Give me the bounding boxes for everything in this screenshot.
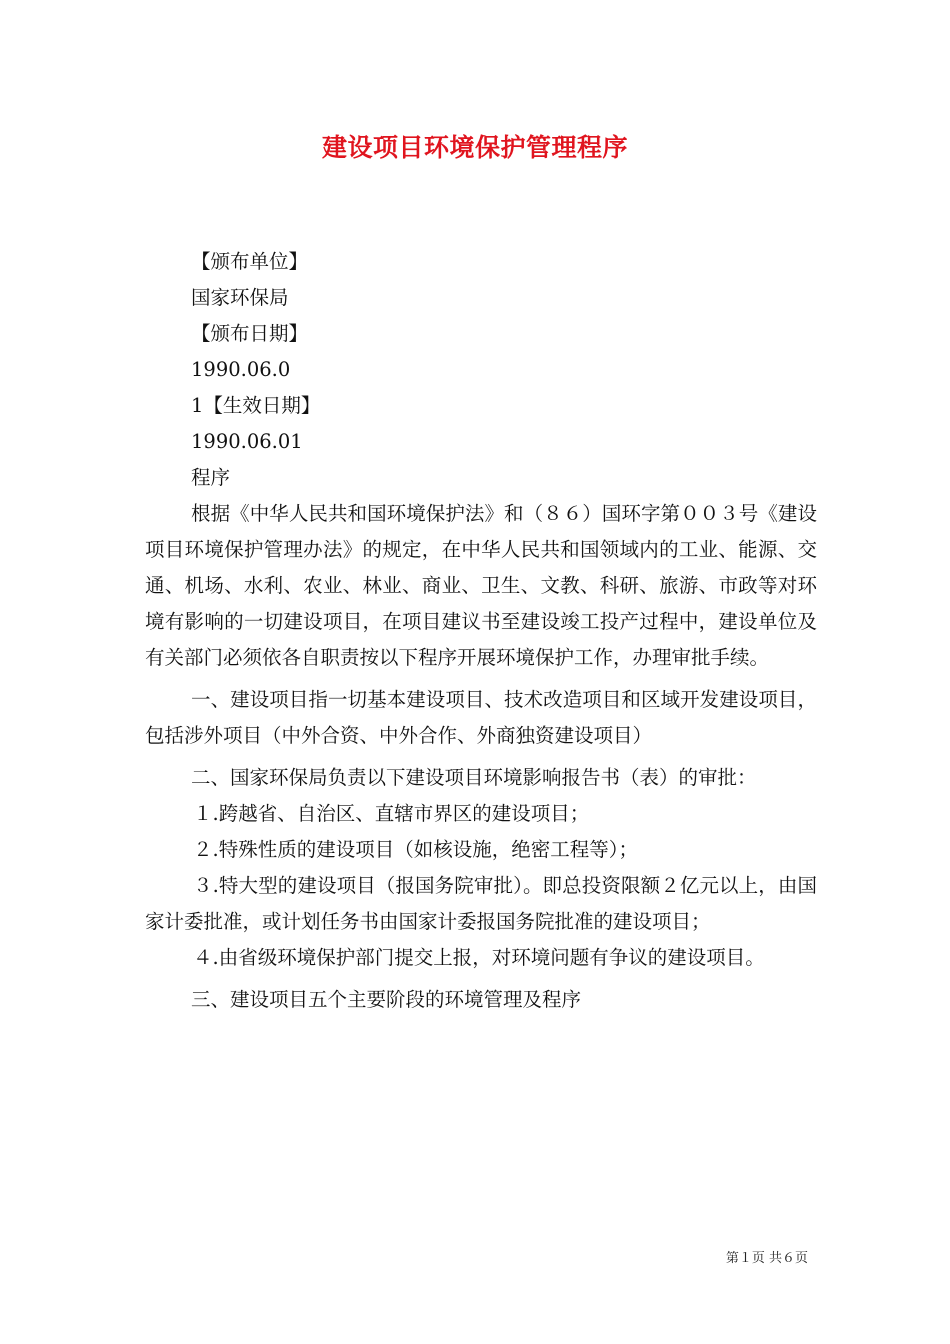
section-one-paragraph: 一、建设项目指一切基本建设项目、技术改造项目和区域开发建设项目，包括涉外项目（中外合资、中外合作、外商独资建设项目）	[145, 688, 817, 747]
meta-line: 国家环保局	[191, 286, 289, 309]
intro-paragraph: 根据《中华人民共和国环境保护法》和（８６）国环字第００３号《建设项目环境保护管理办法》的规定，在中华人民共和国领域内的工业、能源、交通、机场、水利、农业、林业、商业、卫生、文教、科研、旅游、市政等对环境有影响的一切建设项目，在项目建议书至建设竣工投产过程中，建设单位及有关部门必须依各自职责按以下程序开展环境保护工作，办理审批手续。	[145, 502, 817, 669]
document-title: 建设项目环境保护管理程序	[321, 133, 628, 162]
list-item: １.跨越省、自治区、直辖市界区的建设项目；	[193, 802, 590, 825]
meta-line: 【颁布单位】	[191, 250, 309, 273]
meta-line: 【颁布日期】	[191, 322, 309, 345]
meta-line: 程序	[191, 466, 231, 489]
document-body	[145, 244, 817, 1018]
page-number: 第１页 共６页	[725, 1251, 808, 1266]
list-item: ３.特大型的建设项目（报国务院审批）。即总投资限额２亿元以上，由国家计委批准，或计划任务书由国家计委报国务院批准的建设项目；	[145, 874, 817, 933]
section-two-paragraph: 二、国家环保局负责以下建设项目环境影响报告书（表）的审批：	[191, 766, 757, 789]
list-item: ４.由省级环境保护部门提交上报，对环境问题有争议的建设项目。	[193, 946, 765, 969]
meta-line: 1【生效日期】	[191, 394, 321, 417]
meta-line: 1990.06.0	[191, 358, 291, 381]
list-item: ２.特殊性质的建设项目（如核设施，绝密工程等）；	[193, 838, 638, 861]
meta-line: 1990.06.01	[191, 430, 303, 453]
section-three-heading: 三、建设项目五个主要阶段的环境管理及程序	[191, 988, 582, 1011]
